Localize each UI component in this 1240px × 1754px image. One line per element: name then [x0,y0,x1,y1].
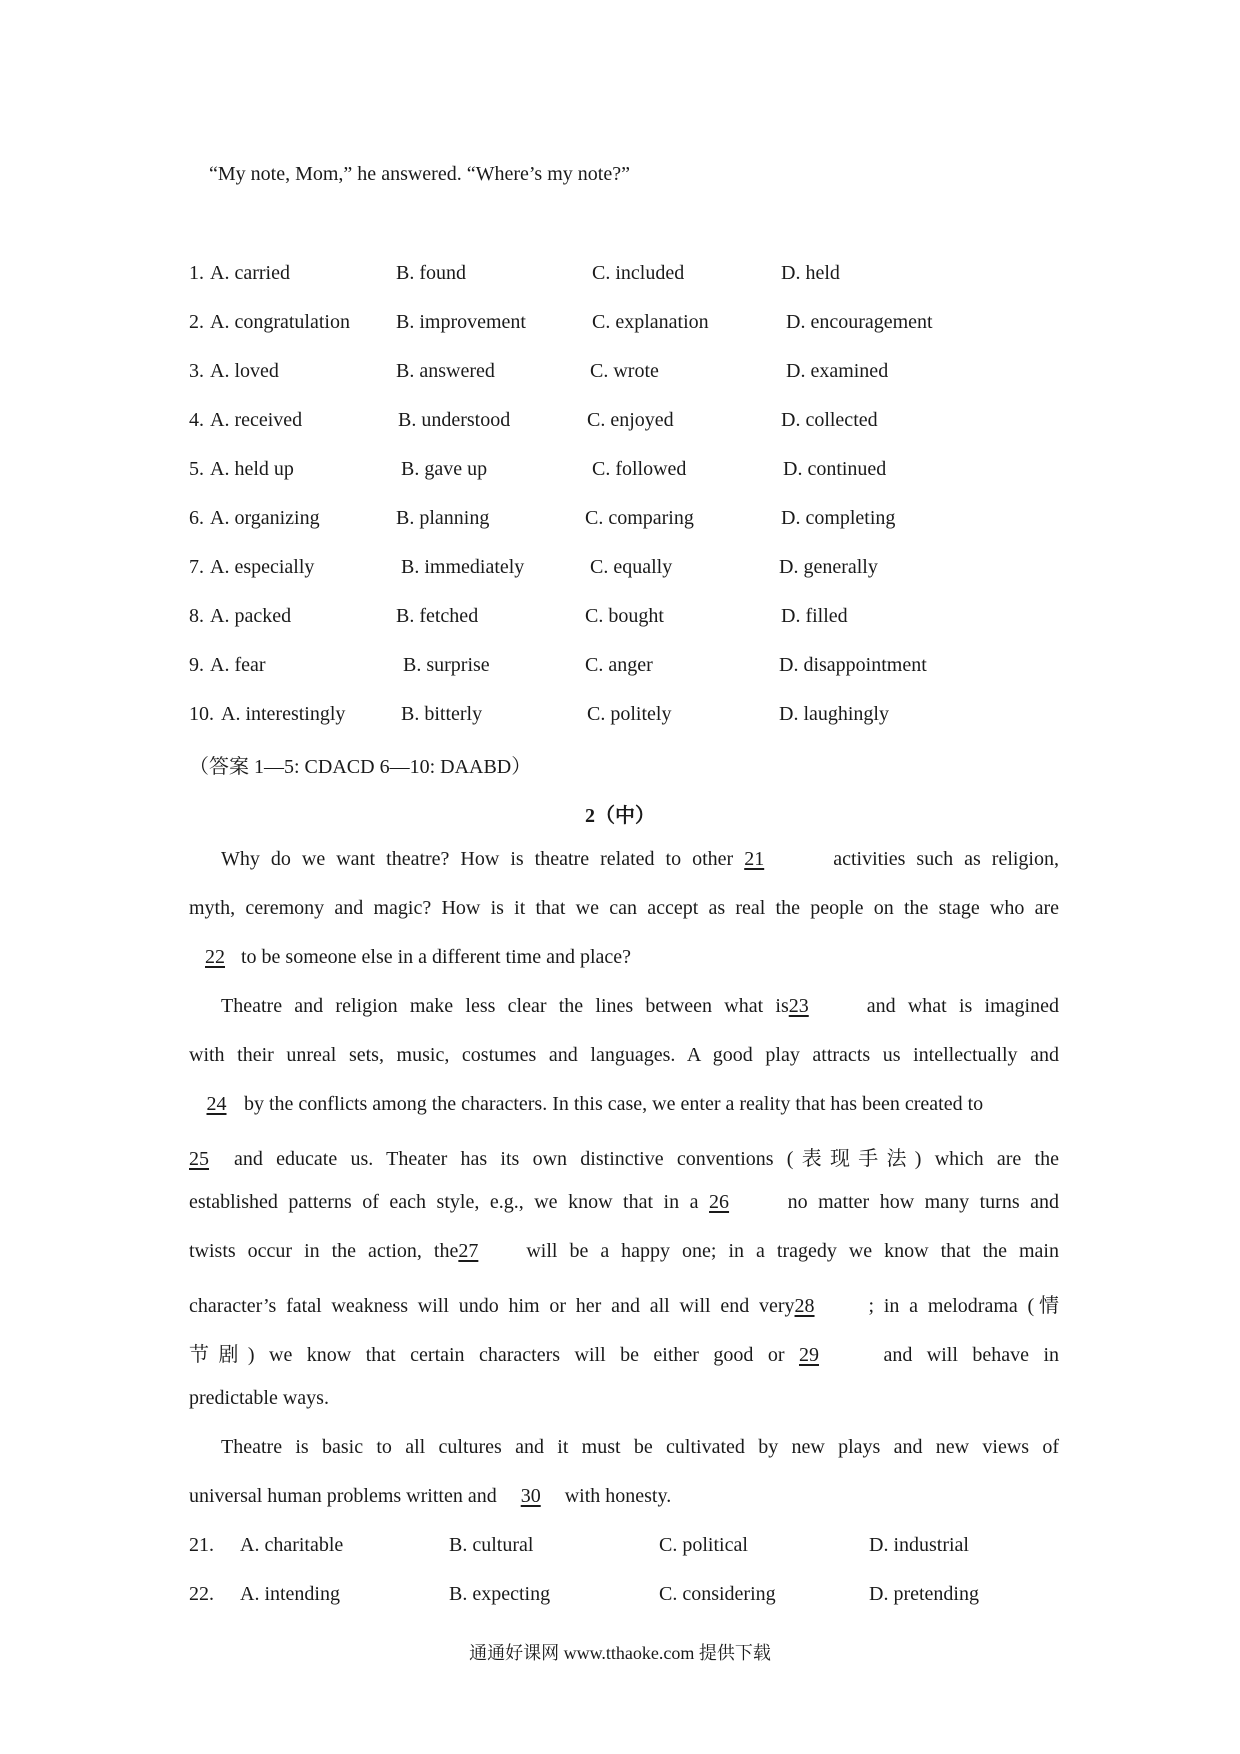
blank-29: 29 [799,1344,819,1366]
passage-line: Why do we want theatre? How is theatre related to other 21 activities such as religion, [221,848,1059,870]
blank-27: 27 [458,1240,479,1262]
option-d: D. laughingly [779,703,889,725]
option-b: B. bitterly [401,703,483,725]
blank-25: 25 [189,1148,209,1170]
intro-line: “My note, Mom,” he answered. “Where’s my note?” [209,163,630,185]
passage-line: character’s fatal weakness will undo him or her and all will end very28 ; in a melodrama (情 [189,1295,1059,1317]
option-d: D. examined [786,360,889,382]
blank-23: 23 [788,995,809,1017]
passage-line: with their unreal sets, music, costumes and languages. A good play attracts us intellectually and [189,1044,1059,1066]
passage-line: 22 to be someone else in a different time and place? [189,946,631,969]
option-d: D. held [781,262,840,284]
passage-line: universal human problems written and 30 with honesty. [189,1485,672,1507]
option-a: A. charitable [240,1534,344,1556]
option-b: B. cultural [449,1534,534,1556]
question-number: 9. [189,654,204,676]
question-number: 21. [189,1534,214,1556]
passage-line: myth, ceremony and magic? How is it that we can accept as real the people on the stage who are [189,897,1059,919]
option-b: B. answered [396,360,495,382]
footer-text: 通通好课网 www.tthaoke.com 提供下载 [469,1643,771,1663]
option-b: B. immediately [401,556,525,578]
blank-28: 28 [794,1295,815,1317]
option-d: D. filled [781,605,848,627]
option-a: A. organizing [210,507,320,529]
passage-line: 节剧) we know that certain characters will be either good or 29 and will behave in [189,1344,1060,1366]
question-number: 22. [189,1583,214,1605]
option-a: A. received [210,409,303,431]
option-a: A. carried [210,262,290,284]
option-a: A. interestingly [221,703,346,725]
option-b: B. planning [396,507,490,529]
option-c: C. bought [585,605,664,627]
question-number: 3. [189,360,204,382]
option-b: B. gave up [401,458,488,480]
passage-line: 25 and educate us. Theater has its own distinctive conventions (表现手法) which are the [189,1148,1059,1170]
question-number: 6. [189,507,204,529]
passage-line: twists occur in the action, the27 will be a happy one; in a tragedy we know that the main [189,1240,1059,1262]
option-c: C. politely [587,703,672,725]
option-d: D. continued [783,458,887,480]
blank-30: 30 [520,1485,541,1507]
option-a: A. held up [210,458,294,480]
option-c: C. equally [590,556,673,578]
passage-line: predictable ways. [189,1387,329,1409]
question-number: 4. [189,409,204,431]
option-b: B. fetched [396,605,479,627]
question-number: 5. [189,458,204,480]
option-c: C. political [659,1534,748,1556]
blank-24: 24 [206,1093,227,1115]
question-number: 7. [189,556,204,578]
answer-key: （答案 1—5: CDACD 6—10: DAABD） [189,756,532,778]
section-heading: 2（中） [585,805,655,827]
option-d: D. pretending [869,1583,979,1605]
option-a: A. loved [210,360,279,382]
passage-line: established patterns of each style, e.g., we know that in a 26 no matter how many turns and [189,1191,1060,1213]
option-c: C. explanation [592,311,709,333]
option-b: B. found [396,262,466,284]
option-b: B. surprise [403,654,490,676]
passage-line: Theatre is basic to all cultures and it must be cultivated by new plays and new views of [221,1436,1059,1458]
option-a: A. congratulation [210,311,350,333]
option-a: A. intending [240,1583,340,1605]
option-a: A. fear [210,654,266,676]
passage-line: 24 by the conflicts among the characters. In this case, we enter a reality that has been created to [189,1093,983,1116]
option-c: C. wrote [590,360,659,382]
option-b: B. improvement [396,311,526,333]
option-c: C. comparing [585,507,694,529]
option-d: D. industrial [869,1534,969,1556]
option-a: A. packed [210,605,292,627]
blank-22: 22 [205,946,225,968]
option-d: D. encouragement [786,311,933,333]
option-c: C. followed [592,458,687,480]
question-number: 10. [189,703,214,725]
option-b: B. expecting [449,1583,551,1605]
option-c: C. enjoyed [587,409,674,431]
option-a: A. especially [210,556,315,578]
question-number: 8. [189,605,204,627]
option-d: D. completing [781,507,896,529]
option-d: D. disappointment [779,654,927,676]
question-number: 2. [189,311,204,333]
blank-26: 26 [709,1191,730,1213]
option-b: B. understood [398,409,511,431]
question-number: 1. [189,262,204,284]
blank-21: 21 [744,848,765,870]
option-d: D. collected [781,409,878,431]
option-d: D. generally [779,556,878,578]
option-c: C. considering [659,1583,776,1605]
passage-line: Theatre and religion make less clear the lines between what is23 and what is imagined [221,995,1059,1017]
option-c: C. anger [585,654,653,676]
option-c: C. included [592,262,685,284]
